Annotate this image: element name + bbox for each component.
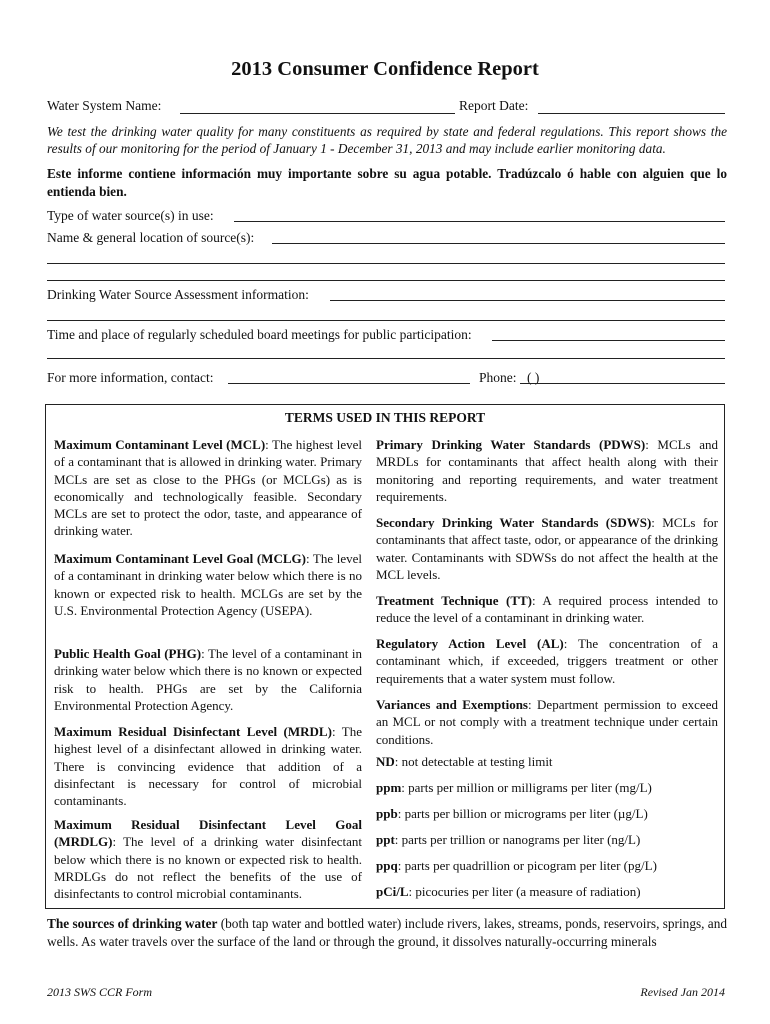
source-location-label: Name & general location of source(s):	[47, 230, 255, 245]
report-date-label: Report Date:	[459, 98, 529, 113]
source-location-field[interactable]	[272, 243, 725, 244]
assessment-label: Drinking Water Source Assessment information:	[47, 287, 309, 302]
source-location-field-line3[interactable]	[47, 280, 725, 281]
term-tt: Treatment Technique (TT): A required process intended to reduce the level of a contaminant in drinking water.	[376, 593, 718, 626]
term-ppb: ppb: parts per billion or micrograms per liter (µg/L)	[376, 806, 648, 821]
term-sdws: Secondary Drinking Water Standards (SDWS): MCLs for contaminants that affect taste, odor, or appearance of the drinking water. Contaminants with SDWSs do not affect the health at the MCL levels.	[376, 515, 718, 582]
water-system-name-label: Water System Name:	[47, 98, 162, 113]
report-date-field[interactable]	[538, 113, 725, 114]
intro-paragraph: We test the drinking water quality for many constituents as required by state and federal regulations. This report shows the results of our monitoring for the period of January 1 - December 31, 2013 and may include earlier monitoring data.	[47, 124, 727, 156]
phone-area-code: ( )	[527, 370, 540, 385]
footer-form-name: 2013 SWS CCR Form	[47, 985, 152, 999]
term-nd: ND: not detectable at testing limit	[376, 754, 553, 769]
meetings-field[interactable]	[492, 340, 725, 341]
source-type-field[interactable]	[234, 221, 725, 222]
terms-box	[45, 404, 725, 909]
term-mrdl: Maximum Residual Disinfectant Level (MRDL): The highest level of a disinfectant allowed in drinking water. There is convincing evidence that addition of a disinfectant is necessary for control of microbial contaminants.	[54, 724, 363, 809]
term-ppq: ppq: parts per quadrillion or picogram per liter (pg/L)	[376, 858, 657, 873]
assessment-field[interactable]	[330, 300, 725, 301]
term-ppt: ppt: parts per trillion or nanograms per liter (ng/L)	[376, 832, 641, 847]
assessment-field-line2[interactable]	[47, 320, 725, 321]
term-ppm: ppm: parts per million or milligrams per liter (mg/L)	[376, 780, 652, 795]
phone-label: Phone:	[479, 370, 517, 385]
terms-heading: TERMS USED IN THIS REPORT	[284, 410, 486, 425]
term-phg: Public Health Goal (PHG): The level of a contaminant in drinking water below which there is no known or expected risk to health. PHGs are set by the California Environmental Protection Agency.	[54, 646, 362, 713]
term-mrdlg: Maximum Residual Disinfectant Level Goal (MRDLG): The level of a drinking water disinfectant below which there is no known or expected risk to health. MRDLGs do not reflect the benefits of the use of disinfectants to control microbial contaminants.	[54, 817, 362, 902]
source-type-label: Type of water source(s) in use:	[47, 208, 214, 223]
contact-label: For more information, contact:	[47, 370, 214, 385]
term-mclg: Maximum Contaminant Level Goal (MCLG): The level of a contaminant in drinking water below which there is no known or expected risk to health. MCLGs are set by the U.S. Environmental Protection Agency (USEPA).	[54, 551, 363, 618]
contact-field[interactable]	[228, 383, 470, 384]
water-system-name-field[interactable]	[180, 113, 455, 114]
spanish-notice: Este informe contiene información muy importante sobre su agua potable. Tradúzcalo ó hable con alguien que lo entienda bien.	[47, 166, 727, 199]
term-al: Regulatory Action Level (AL): The concentration of a contaminant which, if exceeded, triggers treatment or other requirements that a water system must follow.	[376, 636, 718, 686]
term-mcl: Maximum Contaminant Level (MCL): The highest level of a contaminant that is allowed in drinking water. Primary MCLs are set as close to the PHGs (or MCLGs) as is economically and technologically feasible. Secondary MCLs are set to protect the odor, taste, and appearance of drinking water.	[54, 437, 362, 539]
meetings-field-line2[interactable]	[47, 358, 725, 359]
phone-field[interactable]	[520, 383, 725, 384]
source-location-field-line2[interactable]	[47, 263, 725, 264]
meetings-label: Time and place of regularly scheduled board meetings for public participation:	[47, 327, 472, 342]
page-title: 2013 Consumer Confidence Report	[231, 58, 539, 80]
sources-paragraph: The sources of drinking water (both tap water and bottled water) include rivers, lakes, streams, ponds, reservoirs, springs, and wells. As water travels over the surface of the land or through the ground, it dissolves naturally-occurring minerals	[47, 916, 727, 949]
term-pdws: Primary Drinking Water Standards (PDWS): MCLs and MRDLs for contaminants that affect health along with their monitoring and reporting requirements, and water treatment requirements.	[376, 437, 718, 504]
footer-revision: Revised Jan 2014	[640, 985, 725, 999]
term-pci: pCi/L: picocuries per liter (a measure of radiation)	[376, 884, 641, 899]
term-variances: Variances and Exemptions: Department permission to exceed an MCL or not comply with a treatment technique under certain conditions.	[376, 697, 718, 747]
